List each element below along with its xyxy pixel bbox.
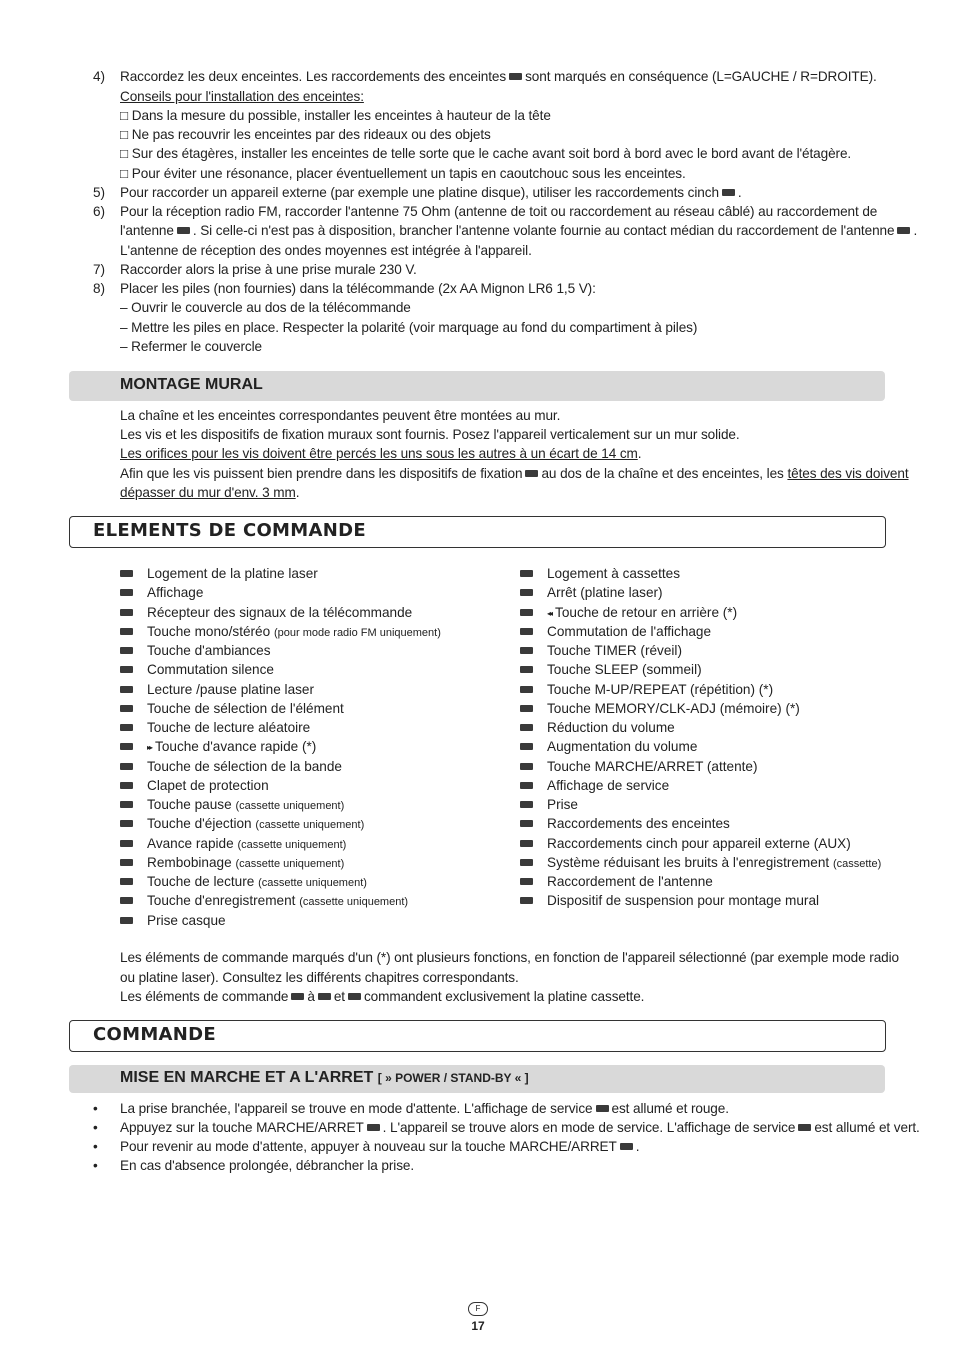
element-row (520, 699, 920, 718)
element-row (120, 757, 520, 776)
element-number-badge-icon (520, 647, 533, 654)
element-number-badge-icon (520, 801, 533, 808)
element-label: Logement à cassettes (547, 566, 680, 581)
element-label: Touche de lecture (cassette uniquement) (147, 874, 367, 889)
element-number-badge-icon (520, 859, 533, 866)
elements-note: ou platine laser). Consultez les différents chapitres correspondants. (120, 970, 519, 985)
battery-step: – Refermer le couvercle (120, 339, 263, 354)
tips-title: Conseils pour l'installation des enceintes: (120, 89, 364, 104)
tip-item: □ Ne pas recouvrir les enceintes par des rideaux ou des objets (120, 127, 491, 142)
item-number: 5) (93, 185, 105, 200)
element-number-badge-icon (120, 570, 133, 577)
element-label: Touche d'enregistrement (cassette uniquement) (147, 893, 409, 909)
element-row (120, 814, 520, 833)
element-number-badge-icon (120, 647, 133, 654)
element-row (520, 603, 920, 622)
montage-paragraph: dépasser du mur d'env. 3 mm. (120, 485, 300, 500)
element-number-badge-icon (120, 628, 133, 635)
ref-badge-icon (348, 993, 361, 1000)
element-row (120, 872, 520, 891)
element-number-badge-icon (520, 724, 533, 731)
ref-badge-icon (367, 1124, 380, 1131)
install-step-7: Raccorder alors la prise à une prise murale 230 V. (120, 262, 417, 277)
element-label: Réduction du volume (547, 720, 675, 735)
element-number-badge-icon (120, 589, 133, 596)
ref-badge-icon (620, 1143, 633, 1150)
item-number: 8) (93, 281, 105, 296)
item-number: 7) (93, 262, 105, 277)
montage-paragraph: Afin que les vis puissent bien prendre dans les dispositifs de fixation au dos de la chaîne et des enceintes, les têtes des vis doivent (120, 466, 909, 481)
element-label: Augmentation du volume (547, 739, 698, 755)
element-label: Touche de sélection de la bande (147, 758, 342, 774)
element-number-badge-icon (120, 897, 133, 904)
ref-badge-icon (509, 73, 522, 80)
element-number-badge-icon (120, 820, 133, 827)
montage-paragraph: Les vis et les dispositifs de fixation muraux sont fournis. Posez l'appareil verticalement sur un mur solide. (120, 427, 740, 442)
element-row (120, 891, 520, 910)
montage-paragraph: Les orifices pour les vis doivent être percés les uns sous les autres à un écart de 14 cm. (120, 446, 642, 461)
element-number-badge-icon (520, 686, 533, 693)
element-label: Touche de sélection de l'élément (147, 700, 344, 716)
element-label: Commutation silence (147, 662, 274, 678)
element-label: Arrêt (platine laser) (547, 585, 663, 601)
element-number-badge-icon (120, 743, 133, 750)
element-number-badge-icon (120, 609, 133, 616)
element-number-badge-icon (520, 763, 533, 770)
bullet-icon: • (93, 1139, 98, 1154)
ref-badge-icon (525, 470, 538, 477)
language-badge: F (468, 1302, 488, 1316)
element-label: Système réduisant les bruits à l'enregistrement (cassette) (547, 854, 882, 870)
bullet-icon: • (93, 1101, 98, 1116)
element-label: Touche SLEEP (sommeil) (547, 662, 702, 678)
battery-step: – Ouvrir le couvercle au dos de la télécommande (120, 300, 411, 315)
element-number-badge-icon (120, 705, 133, 712)
item-number: 4) (93, 69, 105, 84)
element-row (120, 699, 520, 718)
element-number-badge-icon (520, 743, 533, 750)
element-row (120, 603, 520, 622)
bullet-item: En cas d'absence prolongée, débrancher la prise. (120, 1158, 415, 1173)
ref-badge-icon (596, 1105, 609, 1112)
element-row (120, 622, 520, 641)
element-row (520, 622, 920, 641)
element-number-badge-icon (120, 840, 133, 847)
subsection-title: MISE EN MARCHE ET A L'ARRET [ » POWER / STAND-BY « ] (120, 1069, 529, 1086)
element-number-badge-icon (520, 570, 533, 577)
element-row (520, 872, 920, 891)
install-step-6-cont: L'antenne de réception des ondes moyennes est intégrée à l'appareil. (120, 243, 532, 258)
element-label: Affichage (147, 585, 204, 601)
element-row (120, 834, 520, 853)
element-row (520, 757, 920, 776)
element-label: ◂◂ Touche de retour en arrière (*) (547, 604, 738, 620)
element-row (120, 680, 520, 699)
bullet-item: Appuyez sur la touche MARCHE/ARRET . L'appareil se trouve alors en mode de service. L'affichage de service est allumé et vert. (120, 1120, 920, 1135)
element-row (520, 853, 920, 872)
bullet-icon: • (93, 1158, 98, 1173)
element-label: Touche d'ambiances (147, 643, 271, 658)
element-row (120, 564, 520, 583)
element-label: Logement de la platine laser (147, 566, 318, 581)
element-label: Touche pause (cassette uniquement) (147, 797, 345, 812)
element-label: Commutation de l'affichage (547, 623, 712, 639)
element-number-badge-icon (520, 705, 533, 712)
ref-badge-icon (897, 227, 910, 234)
element-row (520, 795, 920, 814)
element-label: ▸▸ Touche d'avance rapide (*) (147, 739, 317, 755)
element-label: Touche TIMER (réveil) (547, 643, 682, 658)
element-label: Touche de lecture aléatoire (147, 720, 311, 735)
element-row (120, 795, 520, 814)
ref-badge-icon (318, 993, 331, 1000)
ref-badge-icon (722, 189, 735, 196)
bullet-item: Pour revenir au mode d'attente, appuyer à nouveau sur la touche MARCHE/ARRET . (120, 1139, 640, 1154)
element-number-badge-icon (120, 686, 133, 693)
element-row (120, 641, 520, 660)
element-row (520, 814, 920, 833)
page-number: 17 (471, 1319, 485, 1333)
element-number-badge-icon (520, 897, 533, 904)
element-row (520, 564, 920, 583)
element-row (120, 583, 520, 602)
element-label: Rembobinage (cassette uniquement) (147, 854, 345, 870)
ref-badge-icon (798, 1124, 811, 1131)
tip-item: □ Pour éviter une résonance, placer éventuellement un tapis en caoutchouc sous les enceintes. (120, 166, 686, 181)
element-label: Raccordements des enceintes (547, 816, 730, 832)
element-number-badge-icon (120, 878, 133, 885)
element-label: Avance rapide (cassette uniquement) (147, 835, 347, 851)
install-step-8: Placer les piles (non fournies) dans la télécommande (2x AA Mignon LR6 1,5 V): (120, 281, 596, 296)
element-row (520, 680, 920, 699)
element-row (120, 776, 520, 795)
element-row (120, 737, 520, 756)
commande-title: COMMANDE (93, 1024, 216, 1045)
tip-item: □ Sur des étagères, installer les enceintes de telle sorte que le cache avant soit bord à bord avec le bord avant de l'étagère. (120, 146, 852, 161)
element-number-badge-icon (120, 724, 133, 731)
element-row (520, 776, 920, 795)
element-label: Raccordement de l'antenne (547, 874, 713, 889)
element-number-badge-icon (120, 782, 133, 789)
element-number-badge-icon (120, 801, 133, 808)
element-row (520, 737, 920, 756)
element-label: Touche d'éjection (cassette uniquement) (147, 816, 365, 832)
element-label: Touche MEMORY/CLK-ADJ (mémoire) (*) (547, 700, 800, 716)
element-row (120, 718, 520, 737)
element-label: Prise (547, 797, 578, 812)
element-label: Récepteur des signaux de la télécommande (147, 604, 413, 620)
element-number-badge-icon (520, 666, 533, 673)
item-number: 6) (93, 204, 105, 219)
montage-title: MONTAGE MURAL (120, 376, 263, 393)
element-row (120, 660, 520, 679)
element-label: Clapet de protection (147, 777, 269, 793)
elements-title: ELEMENTS DE COMMANDE (93, 520, 366, 541)
element-label: Lecture /pause platine laser (147, 681, 315, 697)
element-label: Prise casque (147, 912, 226, 928)
install-step-5: Pour raccorder un appareil externe (par exemple une platine disque), utiliser les raccordements cinch . (120, 185, 742, 200)
element-row (520, 660, 920, 679)
element-row (120, 911, 520, 930)
element-number-badge-icon (520, 878, 533, 885)
elements-note: Les éléments de commande à et commandent exclusivement la platine cassette. (120, 989, 645, 1004)
element-number-badge-icon (520, 589, 533, 596)
element-label: Dispositif de suspension pour montage mural (547, 893, 820, 909)
element-number-badge-icon (120, 859, 133, 866)
element-number-badge-icon (520, 820, 533, 827)
element-row (520, 641, 920, 660)
element-label: Affichage de service (547, 777, 670, 793)
install-step-6: Pour la réception radio FM, raccorder l'antenne 75 Ohm (antenne de toit ou raccordement au réseau câblé) au raccordement de (120, 204, 878, 219)
bullet-icon: • (93, 1120, 98, 1135)
element-row (520, 718, 920, 737)
fast-forward-icon: ▸▸ (147, 743, 152, 753)
element-row (520, 891, 920, 910)
element-number-badge-icon (120, 763, 133, 770)
element-number-badge-icon (520, 782, 533, 789)
element-label: Raccordements cinch pour appareil externe (AUX) (547, 835, 851, 851)
element-number-badge-icon (120, 666, 133, 673)
element-number-badge-icon (520, 628, 533, 635)
rewind-icon: ◂◂ (547, 608, 552, 618)
install-step-6-cont: l'antenne . Si celle-ci n'est pas à disposition, brancher l'antenne volante fournie au contact médian du raccordement de l'antenne . (120, 223, 918, 238)
tip-item: □ Dans la mesure du possible, installer les enceintes à hauteur de la tête (120, 108, 551, 123)
ref-badge-icon (291, 993, 304, 1000)
element-label: Touche mono/stéréo (pour mode radio FM uniquement) (147, 623, 441, 639)
element-number-badge-icon (520, 609, 533, 616)
element-row (520, 834, 920, 853)
element-label: Touche M-UP/REPEAT (répétition) (*) (547, 681, 774, 697)
element-label: Touche MARCHE/ARRET (attente) (547, 758, 758, 774)
bullet-item: La prise branchée, l'appareil se trouve en mode d'attente. L'affichage de service est allumé et rouge. (120, 1101, 729, 1116)
element-number-badge-icon (120, 917, 133, 924)
element-row (120, 853, 520, 872)
battery-step: – Mettre les piles en place. Respecter la polarité (voir marquage au fond du compartiment à piles) (120, 320, 698, 335)
montage-paragraph: La chaîne et les enceintes correspondantes peuvent être montées au mur. (120, 408, 561, 423)
element-row (520, 583, 920, 602)
element-number-badge-icon (520, 840, 533, 847)
install-step-4: Raccordez les deux enceintes. Les raccordements des enceintes sont marqués en conséquence (L=GAUCHE / R=DROITE). (120, 69, 877, 84)
elements-note: Les éléments de commande marqués d'un (*) ont plusieurs fonctions, en fonction de l'appareil sélectionné (par exemple mode radio (120, 950, 900, 965)
ref-badge-icon (177, 227, 190, 234)
